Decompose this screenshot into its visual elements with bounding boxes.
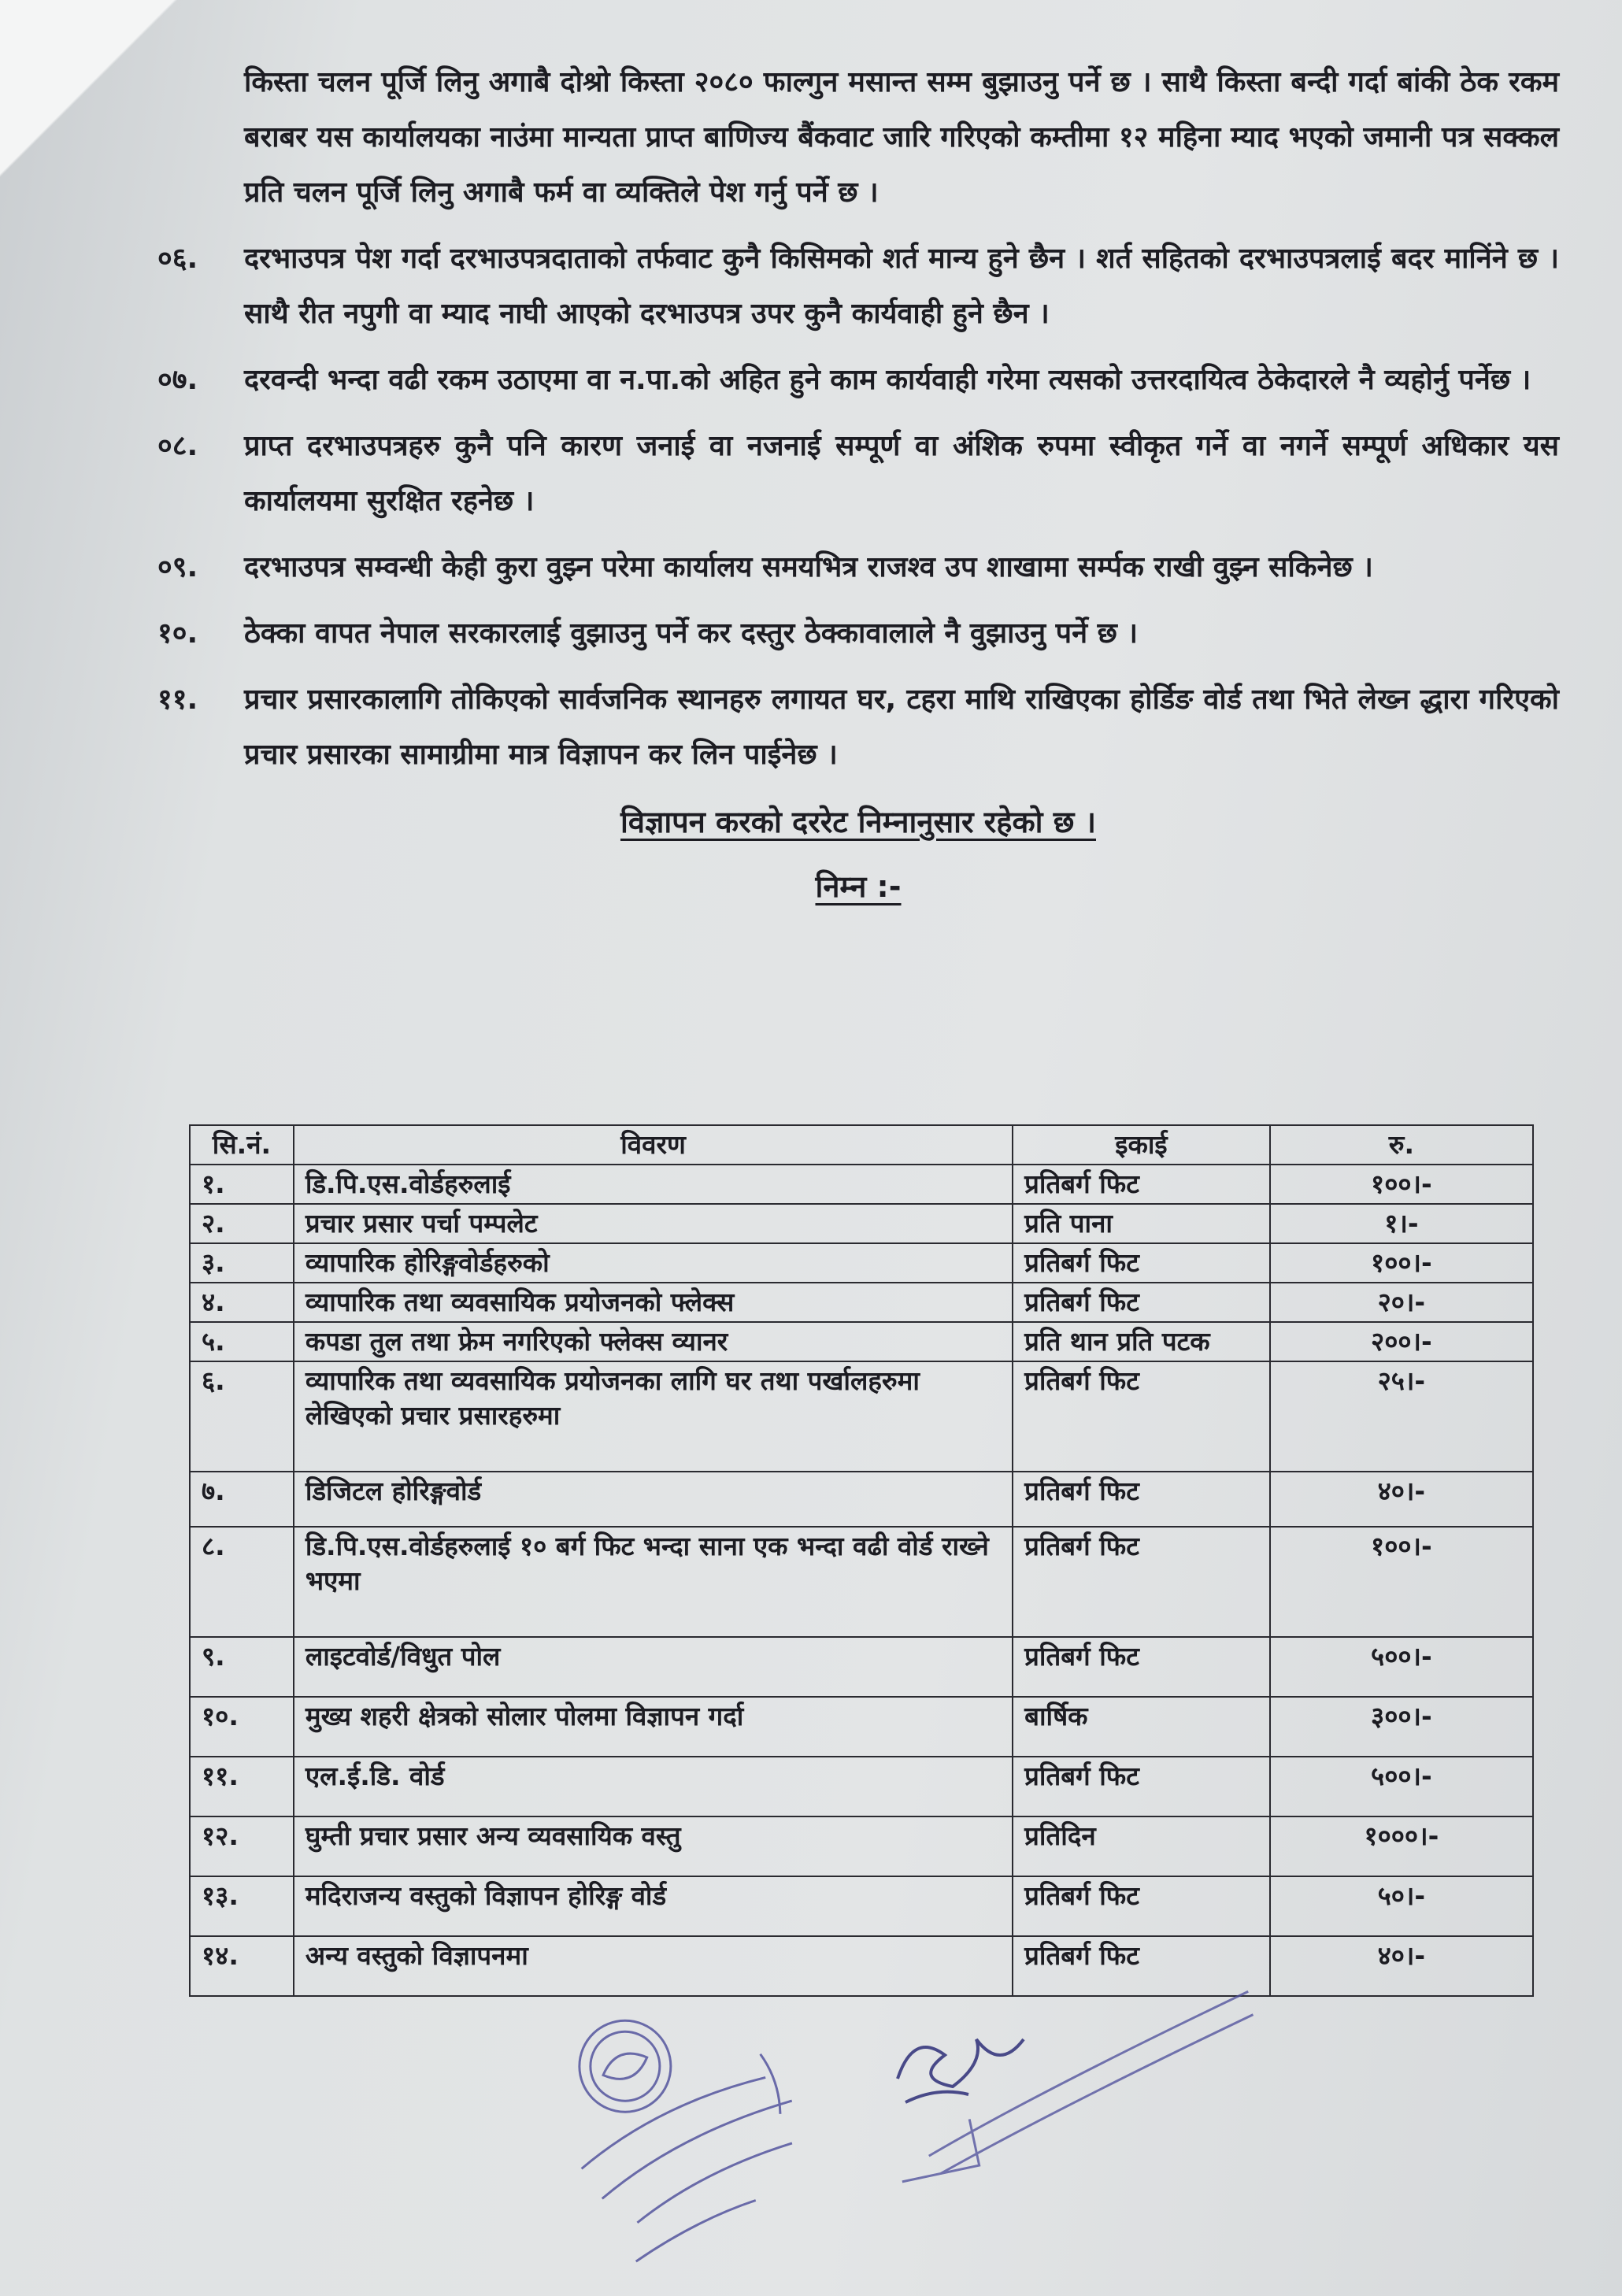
cell-description: मदिराजन्य वस्तुको विज्ञापन होरिङ्ग वोर्ड <box>294 1876 1013 1936</box>
cell-sn: १०. <box>190 1697 294 1757</box>
cell-rate: ५०।- <box>1270 1876 1533 1936</box>
cell-description: अन्य वस्तुको विज्ञापनमा <box>294 1936 1013 1996</box>
cell-rate: ५००।- <box>1270 1757 1533 1816</box>
cell-description: प्रचार प्रसार पर्चा पम्पलेट <box>294 1204 1013 1243</box>
clause-text: दरवन्दी भन्दा वढी रकम उठाएमा वा न.पा.को अहित हुने काम कार्यवाही गरेमा त्यसको उत्तरदायित्व ठेकेदारले नै व्यहोर्नु पर्नेछ । <box>244 364 1531 396</box>
cell-sn: ४. <box>190 1283 294 1322</box>
cell-description: घुम्ती प्रचार प्रसार अन्य व्यवसायिक वस्तु <box>294 1816 1013 1876</box>
cell-rate: १।- <box>1270 1204 1533 1243</box>
col-header-unit: इकाई <box>1013 1125 1270 1165</box>
clause-11 <box>157 672 1559 783</box>
clause-number: ०७. <box>157 364 198 396</box>
cell-rate: १००।- <box>1270 1165 1533 1204</box>
cell-description: कपडा तुल तथा फ्रेम नगरिएको फ्लेक्स व्यानर <box>294 1322 1013 1361</box>
cell-rate: २००।- <box>1270 1322 1533 1361</box>
clause-08 <box>157 419 1559 529</box>
cell-unit: प्रतिबर्ग फिट <box>1013 1283 1270 1322</box>
cell-unit: प्रतिबर्ग फिट <box>1013 1361 1270 1472</box>
clause-number: ०८. <box>157 430 198 462</box>
rate-heading-text: विज्ञापन करको दररेट निम्नानुसार रहेको छ । <box>620 805 1096 839</box>
cell-unit: प्रतिबर्ग फिट <box>1013 1165 1270 1204</box>
rate-subheading <box>157 861 1559 912</box>
cell-unit: प्रतिबर्ग फिट <box>1013 1243 1270 1283</box>
cell-description: व्यापारिक होरिङ्गवोर्डहरुको <box>294 1243 1013 1283</box>
cell-rate: ४०।- <box>1270 1472 1533 1527</box>
table-row <box>190 1243 1533 1283</box>
cell-sn: २. <box>190 1204 294 1243</box>
cell-unit: प्रतिदिन <box>1013 1816 1270 1876</box>
table-row <box>190 1472 1533 1527</box>
cell-unit: प्रतिबर्ग फिट <box>1013 1876 1270 1936</box>
cell-unit: प्रतिबर्ग फिट <box>1013 1757 1270 1816</box>
cell-sn: १३. <box>190 1876 294 1936</box>
col-header-rate: रु. <box>1270 1125 1533 1165</box>
table-row <box>190 1322 1533 1361</box>
clause-text: दरभाउपत्र पेश गर्दा दरभाउपत्रदाताको तर्फवाट कुनै किसिमको शर्त मान्य हुने छैन । शर्त सहितको दरभाउपत्रलाई बदर मानिंने छ । साथै रीत नपुगी वा म्याद नाघी आएको दरभाउपत्र उपर कुनै कार्यवाही हुने छैन । <box>244 243 1559 330</box>
cell-rate: १००।- <box>1270 1243 1533 1283</box>
cell-description: डि.पि.एस.वोर्डहरुलाई <box>294 1165 1013 1204</box>
clause-06 <box>157 231 1559 342</box>
clause-text: प्रचार प्रसारकालागि तोकिएको सार्वजनिक स्थानहरु लगायत घर, टहरा माथि राखिएका होर्डिङ वोर्ड तथा भिते लेख्न द्धारा गरिएको प्रचार प्रसारका सामाग्रीमा मात्र विज्ञापन कर लिन पाईनेछ । <box>244 683 1559 771</box>
cell-rate: १००।- <box>1270 1527 1533 1637</box>
cell-description: डिजिटल होरिङ्गवोर्ड <box>294 1472 1013 1527</box>
cell-rate: २५।- <box>1270 1361 1533 1472</box>
document-body <box>157 55 1559 912</box>
clause-text: दरभाउपत्र सम्वन्धी केही कुरा वुझ्न परेमा कार्यालय समयभित्र राजश्व उप शाखामा सर्म्पक राखी वुझ्न सकिनेछ । <box>244 551 1373 583</box>
table-row <box>190 1757 1533 1816</box>
clause-number: १०. <box>157 617 198 650</box>
cell-sn: ६. <box>190 1361 294 1472</box>
cell-sn: १. <box>190 1165 294 1204</box>
cell-description: व्यापारिक तथा व्यवसायिक प्रयोजनका लागि घर तथा पर्खालहरुमा लेखिएको प्रचार प्रसारहरुमा <box>294 1361 1013 1472</box>
officer-signature-stamp <box>874 1984 1299 2189</box>
col-header-description: विवरण <box>294 1125 1013 1165</box>
cell-sn: ५. <box>190 1322 294 1361</box>
cell-description: एल.ई.डि. वोर्ड <box>294 1757 1013 1816</box>
table-row <box>190 1361 1533 1472</box>
rate-table <box>189 1124 1534 1997</box>
table-row <box>190 1165 1533 1204</box>
clause-number: ११. <box>157 683 198 716</box>
cell-description: डि.पि.एस.वोर्डहरुलाई १० बर्ग फिट भन्दा साना एक भन्दा वढी वोर्ड राख्ने भएमा <box>294 1527 1013 1637</box>
cell-unit: प्रतिबर्ग फिट <box>1013 1637 1270 1697</box>
clause-number: ०६. <box>157 243 198 275</box>
cell-sn: ३. <box>190 1243 294 1283</box>
clause-07 <box>157 353 1559 408</box>
clause-09 <box>157 540 1559 595</box>
col-header-sn: सि.नं. <box>190 1125 294 1165</box>
table-row <box>190 1876 1533 1936</box>
cell-description: मुख्य शहरी क्षेत्रको सोलार पोलमा विज्ञापन गर्दा <box>294 1697 1013 1757</box>
intro-paragraph: किस्ता चलन पूर्जि लिनु अगाबै दोश्रो किस्ता २०८० फाल्गुन मसान्त सम्म बुझाउनु पर्ने छ । साथै किस्ता बन्दी गर्दा बांकी ठेक रकम बराबर यस कार्यालयका नाउंमा मान्यता प्राप्त बाणिज्य बैंकवाट जारि गरिएको कम्तीमा १२ महिना म्याद भएको जमानी पत्र सक्कल प्रति चलन पूर्जि लिनु अगाबै फर्म वा व्यक्तिले पेश गर्नु पर्ने छ । <box>244 66 1559 209</box>
clause-text: ठेक्का वापत नेपाल सरकारलाई वुझाउनु पर्ने कर दस्तुर ठेक्कावालाले नै वुझाउनु पर्ने छ । <box>244 617 1139 650</box>
table-row <box>190 1527 1533 1637</box>
cell-unit: प्रति पाना <box>1013 1204 1270 1243</box>
table-row <box>190 1816 1533 1876</box>
cell-unit: प्रति थान प्रति पटक <box>1013 1322 1270 1361</box>
cell-unit: बार्षिक <box>1013 1697 1270 1757</box>
table-row <box>190 1697 1533 1757</box>
office-stamp-seal <box>543 1984 874 2268</box>
table-row <box>190 1637 1533 1697</box>
cell-unit: प्रतिबर्ग फिट <box>1013 1527 1270 1637</box>
table-header-row <box>190 1125 1533 1165</box>
clause-10 <box>157 606 1559 661</box>
cell-sn: ८. <box>190 1527 294 1637</box>
rate-heading <box>157 797 1559 847</box>
cell-unit: प्रतिबर्ग फिट <box>1013 1936 1270 1996</box>
cell-rate: १०००।- <box>1270 1816 1533 1876</box>
cell-description: लाइटवोर्ड/विधुत पोल <box>294 1637 1013 1697</box>
table-row <box>190 1283 1533 1322</box>
cell-rate: ३००।- <box>1270 1697 1533 1757</box>
cell-sn: ७. <box>190 1472 294 1527</box>
paper-fold-corner <box>0 0 181 181</box>
table-row <box>190 1204 1533 1243</box>
cell-rate: २०।- <box>1270 1283 1533 1322</box>
cell-rate: ४०।- <box>1270 1936 1533 1996</box>
cell-sn: ९. <box>190 1637 294 1697</box>
cell-rate: ५००।- <box>1270 1637 1533 1697</box>
cell-unit: प्रतिबर्ग फिट <box>1013 1472 1270 1527</box>
clause-number: ०९. <box>157 551 198 583</box>
cell-sn: १४. <box>190 1936 294 1996</box>
rate-subheading-text: निम्न :- <box>815 869 902 904</box>
cell-sn: ११. <box>190 1757 294 1816</box>
clause-text: प्राप्त दरभाउपत्रहरु कुनै पनि कारण जनाई वा नजनाई सम्पूर्ण वा अंशिक रुपमा स्वीकृत गर्ने वा नगर्ने सम्पूर्ण अधिकार यस कार्यालयमा सुरक्षित रहनेछ । <box>244 430 1559 517</box>
cell-description: व्यापारिक तथा व्यवसायिक प्रयोजनको फ्लेक्स <box>294 1283 1013 1322</box>
cell-sn: १२. <box>190 1816 294 1876</box>
